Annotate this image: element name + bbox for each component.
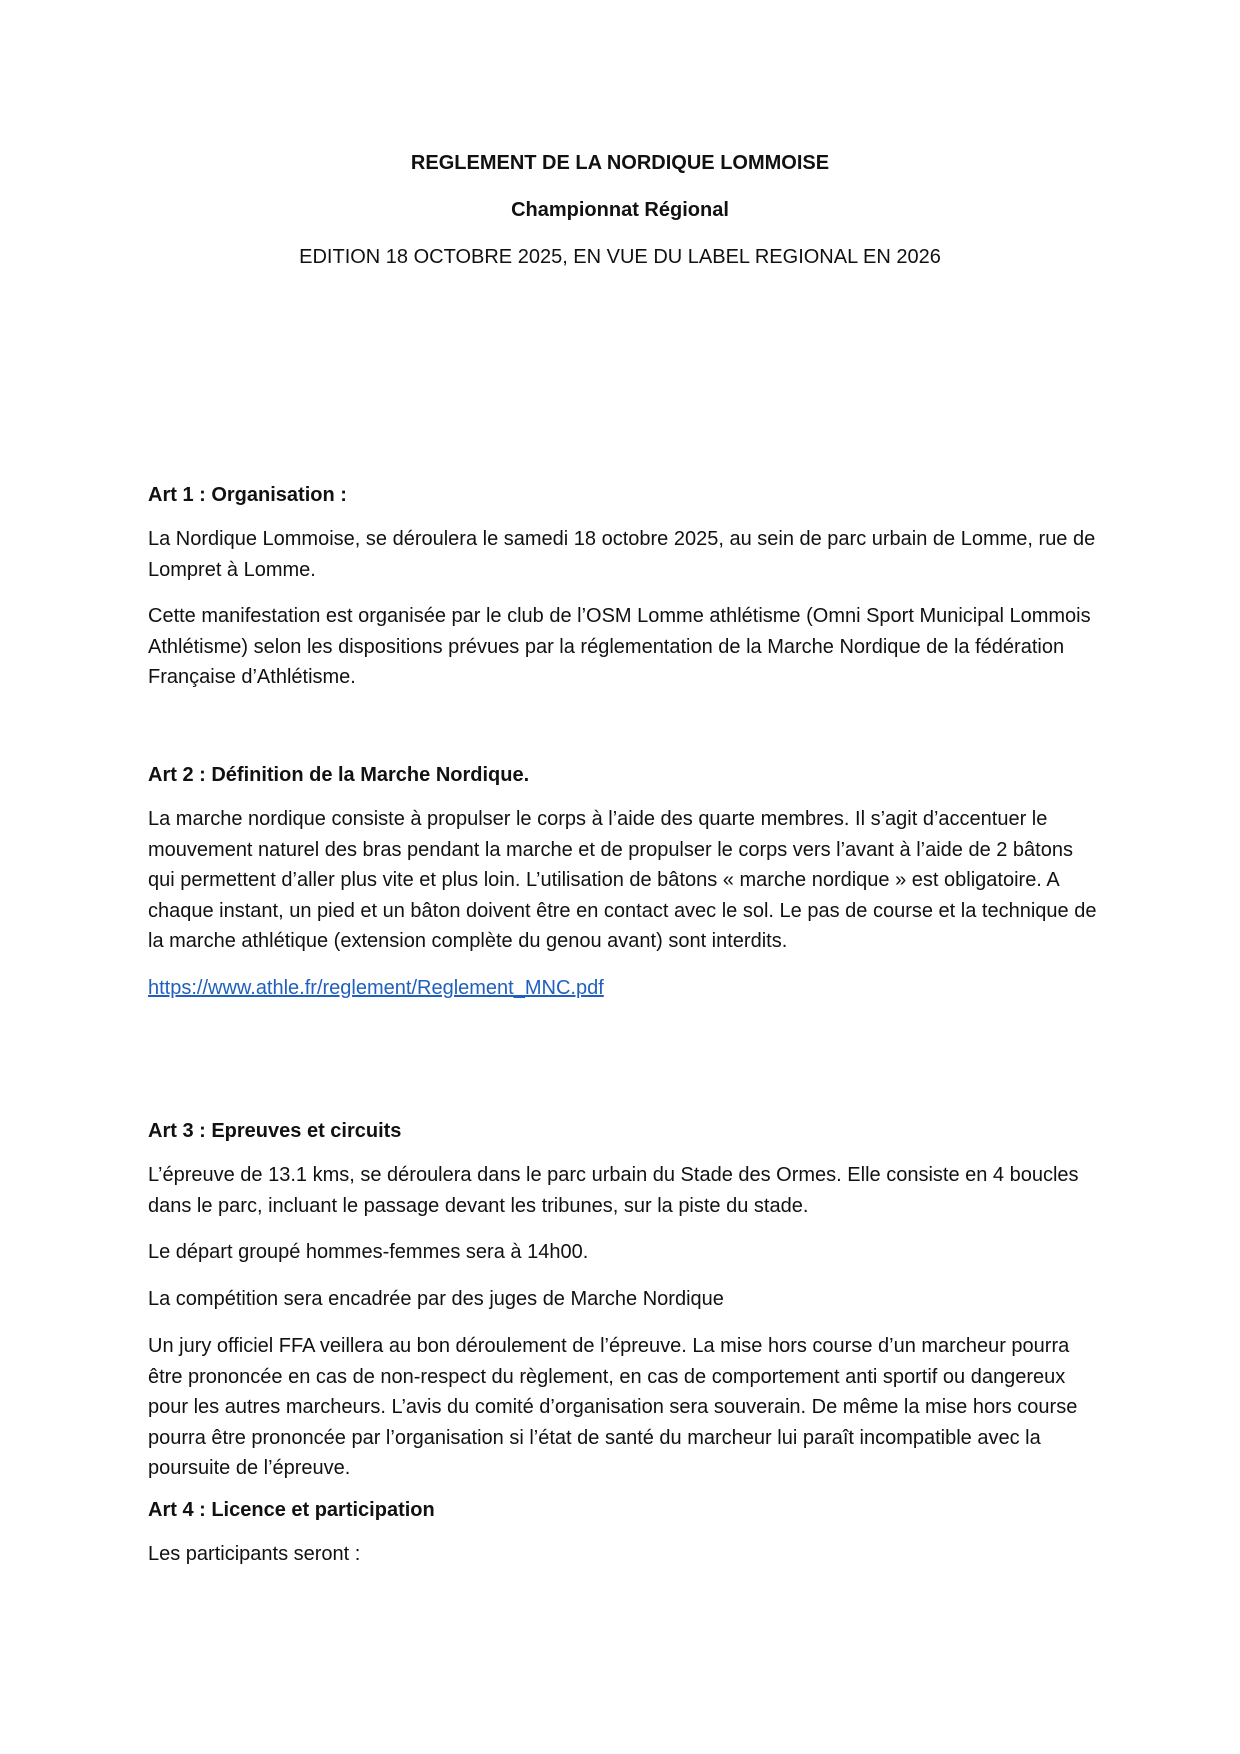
document-subtitle: Championnat Régional <box>511 199 729 221</box>
regulation-link[interactable]: https://www.athle.fr/reglement/Reglement_MNC.pdf <box>148 977 604 999</box>
art4-paragraph-1: Les participants seront : <box>148 1543 361 1565</box>
art1-heading: Art 1 : Organisation : <box>148 484 347 506</box>
art3-paragraph-3: La compétition sera encadrée par des juges de Marche Nordique <box>148 1288 724 1310</box>
art3-paragraph-4: Un jury officiel FFA veillera au bon déroulement de l’épreuve. La mise hors course d’un marcheur pourra être prononcée en cas de non-respect du règlement, en cas de comportement anti sportif ou dangereux pour les autres marcheurs. L’avis du comité d’organisation sera souverain. De même la mise hors course pourra être prononcée par l’organisation si l’état de santé du marcheur lui paraît incompatible avec la poursuite de l’épreuve. <box>148 1335 1078 1479</box>
art2-link-line <box>148 973 1098 1004</box>
document-edition: EDITION 18 OCTOBRE 2025, EN VUE DU LABEL REGIONAL EN 2026 <box>299 246 941 268</box>
document-title: REGLEMENT DE LA NORDIQUE LOMMOISE <box>410 152 830 174</box>
art3-paragraph-2: Le départ groupé hommes-femmes sera à 14h00. <box>148 1241 589 1263</box>
art2-paragraph-1: La marche nordique consiste à propulser le corps à l’aide des quarte membres. Il s’agit d’accentuer le mouvement naturel des bras pendant la marche et de propulser le corps vers l’avant à l’aide de 2 bâtons qui permettent d’aller plus vite et plus loin. L’utilisation de bâtons « marche nordique » est obligatoire. A chaque instant, un pied et un bâton doivent être en contact avec le sol. Le pas de course et la technique de la marche athlétique (extension complète du genou avant) sont interdits. <box>148 808 1097 952</box>
art1-paragraph-1: La Nordique Lommoise, se déroulera le samedi 18 octobre 2025, au sein de parc urbain de Lomme, rue de Lompret à Lomme. <box>148 528 1096 581</box>
art4-heading: Art 4 : Licence et participation <box>148 1499 435 1521</box>
art1-paragraph-2: Cette manifestation est organisée par le club de l’OSM Lomme athlétisme (Omni Sport Municipal Lommois Athlétisme) selon les dispositions prévues par la réglementation de la Marche Nordique de la fédération Française d’Athlétisme. <box>148 605 1091 688</box>
art2-heading: Art 2 : Définition de la Marche Nordique. <box>148 764 530 786</box>
art3-paragraph-1: L’épreuve de 13.1 kms, se déroulera dans le parc urbain du Stade des Ormes. Elle consiste en 4 boucles dans le parc, incluant le passage devant les tribunes, sur la piste du stade. <box>148 1164 1079 1217</box>
art3-heading: Art 3 : Epreuves et circuits <box>148 1120 402 1142</box>
